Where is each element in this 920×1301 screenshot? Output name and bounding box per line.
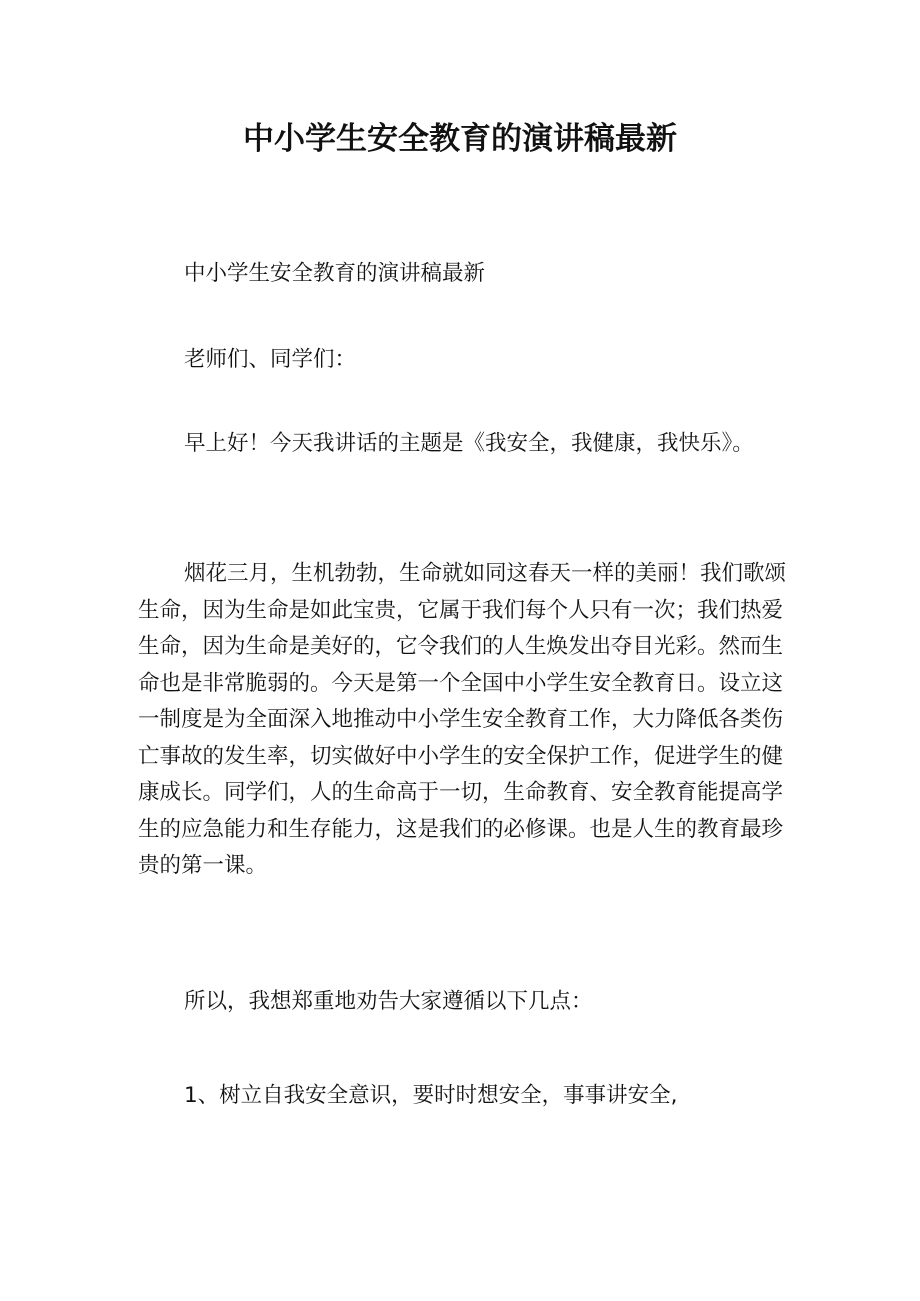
- points-intro-paragraph: 所以，我想郑重地劝告大家遵循以下几点：: [184, 989, 593, 1014]
- greeting-paragraph: 老师们、同学们：: [184, 347, 357, 372]
- subtitle-paragraph: 中小学生安全教育的演讲稿最新: [184, 261, 486, 286]
- document-title: 中小学生安全教育的演讲稿最新: [243, 121, 677, 157]
- intro-paragraph: 早上好！今天我讲话的主题是《我安全，我健康，我快乐》。: [184, 431, 754, 456]
- list-item-1: 1、树立自我安全意识，要时时想安全，事事讲安全,: [184, 1083, 678, 1108]
- main-paragraph: 烟花三月，生机勃勃，生命就如同这春天一样的美丽！我们歌颂生命，因为生命是如此宝贵，它属于我们每个人只有一次；我们热爱生命，因为生命是美好的，它令我们的人生焕发出夺目光彩。然而生命也是非常脆弱的。今天是第一个全国中小学生安全教育日。设立这一制度是为全面深入地推动中小学生安全教育工作，大力降低各类伤亡事故的发生率，切实做好中小学生的安全保护工作，促进学生的健康成长。同学们，人的生命高于一切，生命教育、安全教育能提高学生的应急能力和生存能力，这是我们的必修课。也是人生的教育最珍贵的第一课。: [138, 561, 787, 878]
